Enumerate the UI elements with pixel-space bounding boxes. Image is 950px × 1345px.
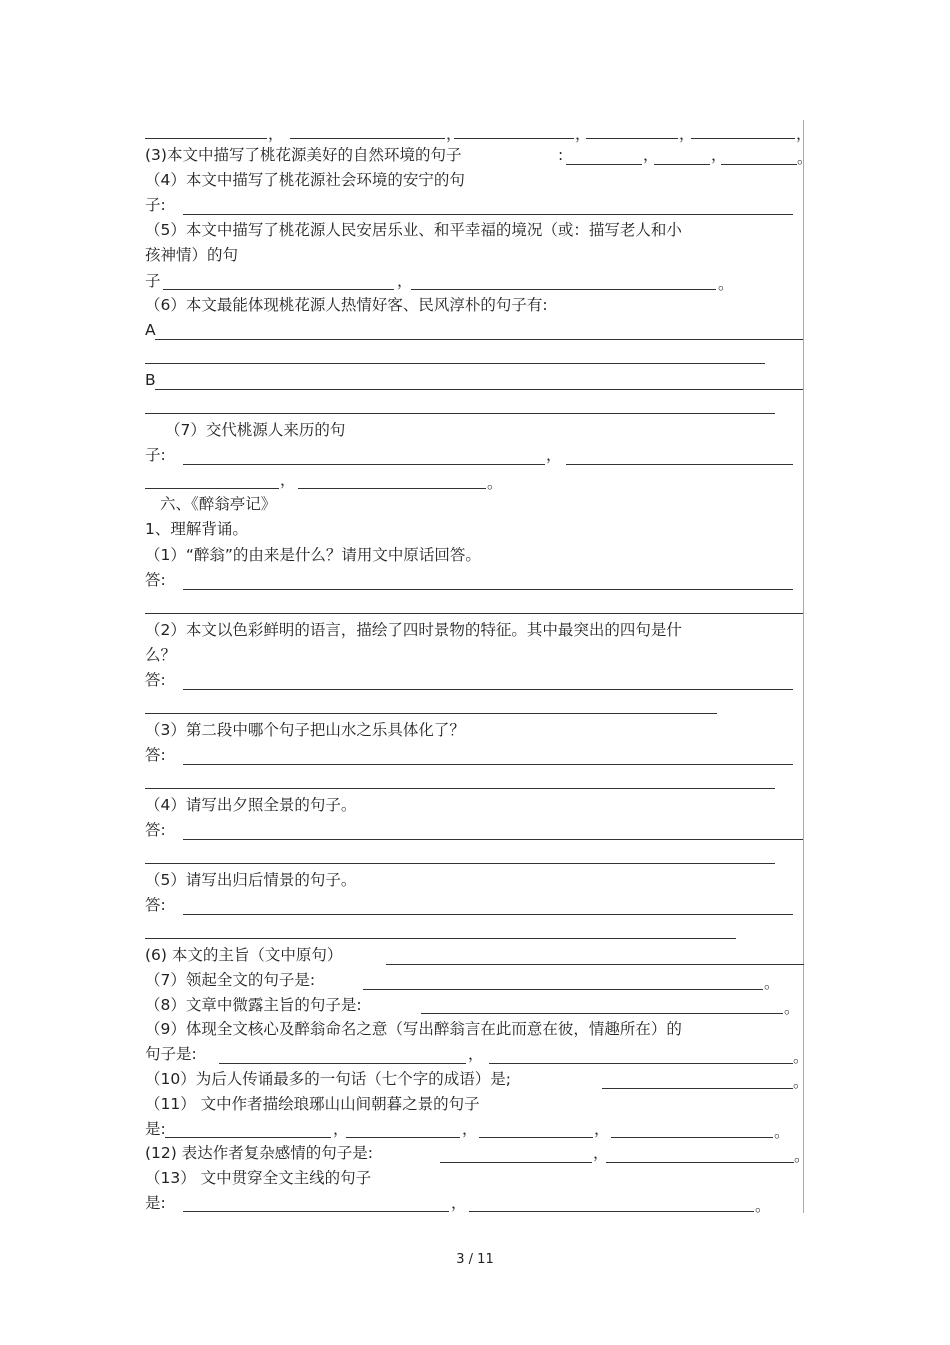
punct: 。 [774,1123,790,1141]
punct: 。 [793,1073,809,1091]
blank[interactable] [606,1162,794,1163]
blank[interactable] [155,339,803,340]
blank[interactable] [183,689,793,690]
punct: ， [451,1194,467,1212]
question-4: （4）本文中描写了桃花源社会环境的安宁的句 [145,171,465,189]
blank[interactable] [479,1137,593,1138]
blank[interactable] [145,488,279,489]
z-question-2: （2）本文以色彩鲜明的语言，描绘了四时景物的特征。其中最突出的四句是什 [145,621,682,639]
blank[interactable] [145,788,775,789]
blank[interactable] [145,138,267,139]
blank[interactable] [721,164,797,165]
blank[interactable] [145,413,775,414]
blank[interactable] [489,1063,793,1064]
z-question-13: （13） 文中贯穿全文主线的句子 [145,1169,372,1187]
blank[interactable] [145,863,775,864]
blank[interactable] [145,613,803,614]
z-question-5: （5）请写出归后情景的句子。 [145,871,357,889]
z-question-3: （3）第二段中哪个句子把山水之乐具体化了？ [145,721,465,739]
z-question-4: （4）请写出夕照全景的句子。 [145,796,357,814]
blank[interactable] [654,164,710,165]
section-title: 六、《醉翁亭记》 [160,495,277,513]
blank[interactable] [566,464,793,465]
blank[interactable] [566,164,642,165]
punct: ， [679,125,695,143]
punct: ， [643,146,659,164]
z-question-7: （7）领起全文的句子是: [145,971,316,989]
punct: 。 [487,474,503,492]
punct: ， [575,125,591,143]
question-5-cont: 孩神情）的句 [145,246,239,264]
punct: ， [711,146,727,164]
blank[interactable] [183,464,545,465]
punct: ， [397,272,413,290]
question-5-tail: 子 [145,272,161,290]
punct: 。 [794,1147,810,1165]
blank[interactable] [363,989,763,990]
blank[interactable] [183,214,793,215]
blank[interactable] [165,1137,331,1138]
punct: ， [468,1045,484,1063]
answer-label: 答: [145,896,166,914]
z-question-9-cont: 句子是: [145,1045,197,1063]
blank[interactable] [219,1063,466,1064]
option-b: B [145,371,156,389]
punct: : [558,146,564,164]
blank[interactable] [691,138,795,139]
blank[interactable] [421,1013,783,1014]
question-7-tail: 子: [145,446,166,464]
z-question-11: （11） 文中作者描绘琅琊山山间朝暮之景的句子 [145,1095,480,1113]
option-a: A [145,321,156,339]
blank[interactable] [290,138,445,139]
punct: 。 [793,1048,809,1066]
punct: 。 [764,974,780,992]
question-3: (3)本文中描写了桃花源美好的自然环境的句子 [145,146,462,164]
blank[interactable] [586,138,678,139]
punct: ， [333,1120,349,1138]
blank[interactable] [163,289,394,290]
blank[interactable] [469,1211,754,1212]
punct: ， [546,446,562,464]
blank[interactable] [440,1162,592,1163]
blank[interactable] [183,839,803,840]
blank[interactable] [298,488,486,489]
z-question-9: （9）体现全文核心及醉翁命名之意（写出醉翁言在此而意在彼，情趣所在）的 [145,1020,682,1038]
punct: 。 [755,1197,771,1215]
answer-label: 答: [145,746,166,764]
blank[interactable] [602,1088,793,1089]
blank[interactable] [183,914,793,915]
page-number: 3 / 11 [456,1252,494,1267]
subsection-title: 1、理解背诵。 [145,520,248,538]
blank[interactable] [145,938,736,939]
z-question-2-cont: 么？ [145,646,177,664]
punct: ， [462,1120,478,1138]
blank[interactable] [183,764,793,765]
z-question-13-tail: 是: [145,1194,166,1212]
blank[interactable] [454,138,574,139]
z-question-11-tail: 是: [145,1120,166,1138]
punct: ， [268,125,284,143]
blank[interactable] [145,713,717,714]
punct: ， [593,1144,609,1162]
z-question-6: (6) 本文的主旨（文中原句） [145,946,343,964]
punct: 。 [797,149,813,167]
question-7: （7）交代桃源人来历的句 [165,421,346,439]
blank[interactable] [145,363,765,364]
answer-label: 答: [145,571,166,589]
blank[interactable] [155,389,803,390]
blank[interactable] [611,1137,773,1138]
z-question-1: （1）“醉翁”的由来是什么？请用文中原话回答。 [145,546,481,564]
punct: 。 [784,999,800,1017]
z-question-12: (12) 表达作者复杂感情的句子是: [145,1144,373,1162]
blank[interactable] [183,589,793,590]
blank[interactable] [346,1137,460,1138]
z-question-10: （10）为后人传诵最多的一句话（七个字的成语）是; [145,1070,511,1088]
punct: ， [446,125,462,143]
question-6: （6）本文最能体现桃花源人热情好客、民风淳朴的句子有: [145,296,548,314]
answer-label: 答: [145,821,166,839]
z-question-8: （8）文章中微露主旨的句子是: [145,996,362,1014]
answer-label: 答: [145,671,166,689]
question-5: （5）本文中描写了桃花源人民安居乐业、和平幸福的境况（或：描写老人和小 [145,221,682,239]
blank[interactable] [411,289,716,290]
question-4-tail: 子: [145,196,166,214]
punct: ， [594,1120,610,1138]
punct: 。 [718,275,734,293]
blank[interactable] [386,964,804,965]
punct: ， [796,125,812,143]
punct: ， [280,471,296,489]
blank[interactable] [183,1211,449,1212]
